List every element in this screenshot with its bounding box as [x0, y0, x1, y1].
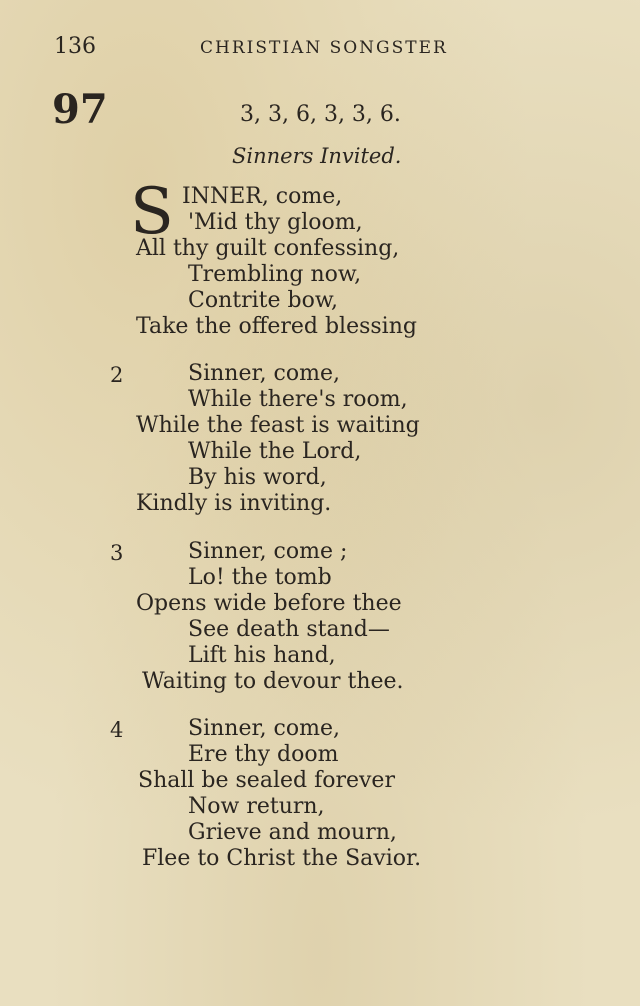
- verse-line: Flee to Christ the Savior.: [142, 846, 422, 871]
- stanza-number: 2: [110, 363, 124, 387]
- verse-line: Now return,: [188, 794, 325, 819]
- verse-line: Kindly is inviting.: [136, 491, 332, 516]
- verse-line: All thy guilt confessing,: [136, 236, 400, 261]
- verse-line: Sinner, come,: [188, 361, 340, 386]
- verse-line: See death stand—: [188, 617, 390, 642]
- verse-line: Shall be sealed forever: [138, 768, 395, 793]
- verse-line: By his word,: [188, 465, 327, 490]
- verse-line: While the Lord,: [188, 439, 362, 464]
- stanza-number: 4: [110, 718, 124, 742]
- verse-line: While the feast is waiting: [136, 413, 420, 438]
- verse-line: Take the offered blessing: [136, 314, 417, 339]
- verse-line: Ere thy doom: [188, 742, 339, 767]
- verse-line: While there's room,: [188, 387, 408, 412]
- hymn-meter: 3, 3, 6, 3, 3, 6.: [240, 102, 401, 127]
- running-title: CHRISTIAN SONGSTER: [200, 38, 448, 58]
- verse-line: Trembling now,: [188, 262, 362, 287]
- verse-line: Opens wide before thee: [136, 591, 402, 616]
- verse-line: 'Mid thy gloom,: [188, 210, 363, 235]
- verse-line: Grieve and mourn,: [188, 820, 397, 845]
- verse-line: INNER, come,: [182, 184, 343, 209]
- verse-line: Contrite bow,: [188, 288, 339, 313]
- verse-line: Sinner, come ;: [188, 539, 348, 564]
- verse-line: Lift his hand,: [188, 643, 336, 668]
- hymn-title: Sinners Invited.: [232, 144, 402, 168]
- hymn-number: 97: [52, 86, 108, 133]
- verse-line: Lo! the tomb: [188, 565, 332, 590]
- drop-cap: S: [130, 175, 174, 249]
- verse-line: Sinner, come,: [188, 716, 340, 741]
- stanza-number: 3: [110, 541, 124, 565]
- page-number: 136: [54, 34, 96, 59]
- verse-line: Waiting to devour thee.: [142, 669, 404, 694]
